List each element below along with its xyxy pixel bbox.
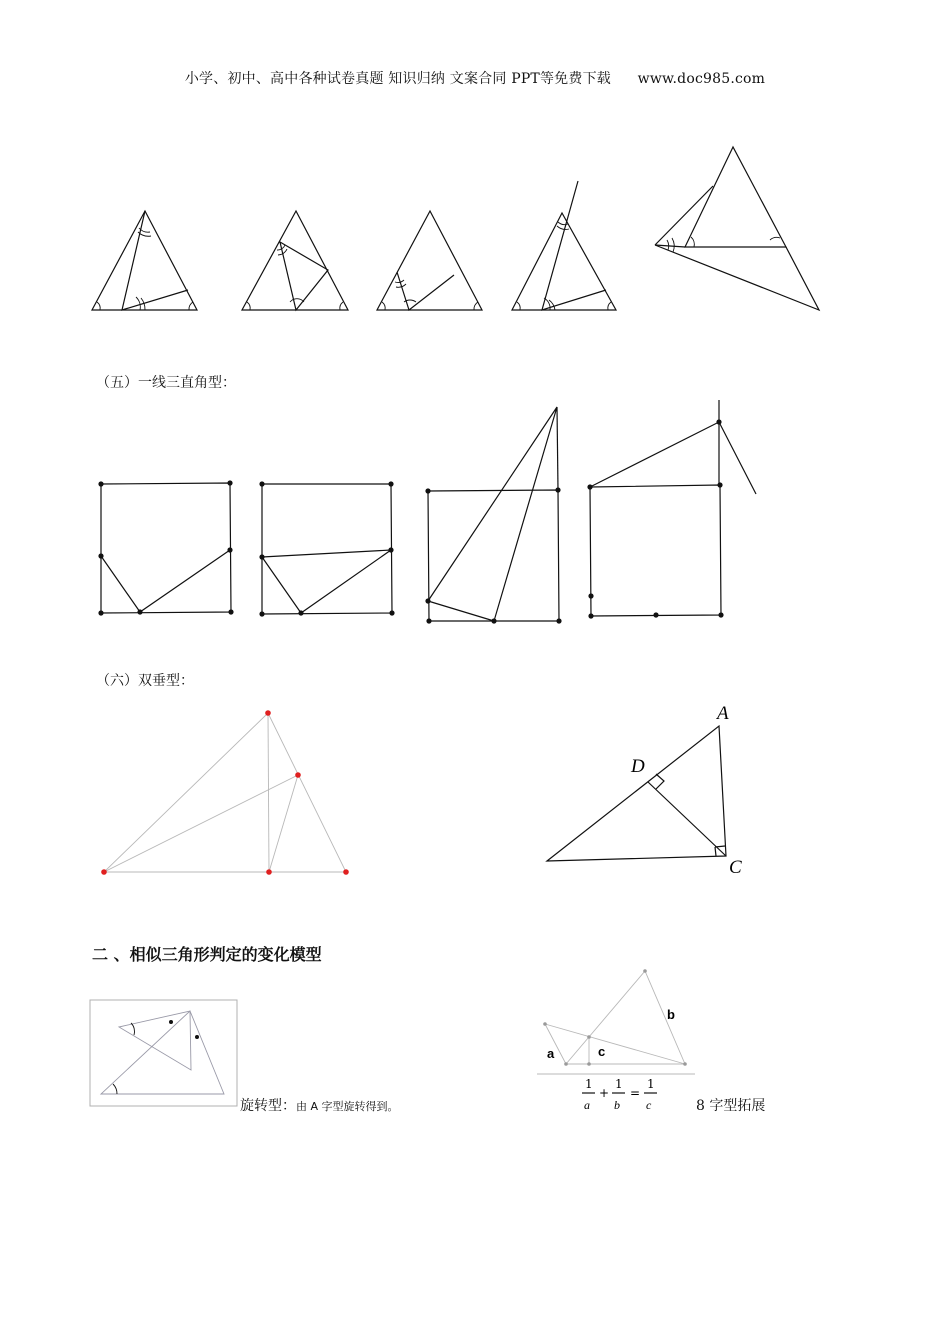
label-a: A	[717, 703, 729, 724]
formula-n1: 1	[585, 1077, 593, 1091]
right-triangle-acd-figure	[547, 703, 742, 878]
formula-eq: =	[630, 1086, 641, 1100]
triangle-figure-5	[655, 147, 819, 310]
formula-d3: c	[646, 1098, 652, 1112]
triangle-figure-3	[377, 211, 482, 310]
label-c: C	[729, 857, 742, 878]
double-perpendicular-figure	[101, 710, 349, 875]
triangle-figure-2	[242, 211, 348, 310]
header-site: www.doc985.com	[637, 71, 766, 87]
formula-d2: b	[614, 1098, 620, 1112]
label-side-a: a	[547, 1046, 555, 1061]
label-side-c: c	[598, 1044, 606, 1059]
section-6-title: （六）双垂型：	[96, 673, 194, 689]
eight-shape-extension-figure	[537, 969, 695, 1074]
reciprocal-formula	[582, 1077, 657, 1112]
section-5-title: （五）一线三直角型：	[96, 375, 236, 391]
formula-n2: 1	[615, 1077, 623, 1091]
rotation-caption-rest: 由 A 字型旋转得到。	[296, 1100, 399, 1113]
extension-caption: 8 字型拓展	[696, 1098, 766, 1114]
formula-d1: a	[584, 1098, 590, 1112]
right-angle-figure-4	[587, 400, 756, 619]
formula-n3: 1	[647, 1077, 655, 1091]
triangle-figure-1	[92, 211, 197, 310]
rotation-caption-main: 旋转型：	[240, 1098, 296, 1114]
label-d: D	[631, 756, 645, 777]
section-2-title: 二 、相似三角形判定的变化模型	[92, 945, 322, 964]
right-angle-figure-3	[425, 407, 561, 624]
triangle-figure-4	[512, 181, 616, 310]
right-angle-figure-2	[259, 481, 394, 616]
label-side-b: b	[667, 1007, 675, 1022]
right-angle-figure-1	[98, 480, 233, 615]
rotation-model-figure	[90, 1000, 237, 1106]
header-text: 小学、初中、高中各种试卷真题 知识归纳 文案合同 PPT等免费下载	[184, 71, 611, 87]
formula-plus: +	[599, 1086, 610, 1100]
